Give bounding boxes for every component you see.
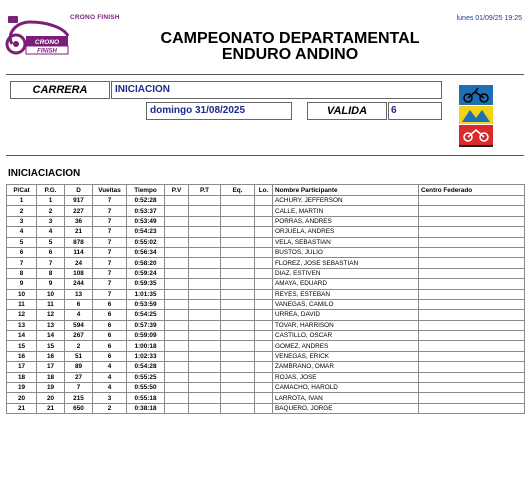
valida-value: 6 — [388, 102, 442, 120]
cell-vueltas: 7 — [93, 227, 127, 237]
cell-eq — [221, 310, 255, 320]
cell-eq — [221, 331, 255, 341]
cell-pg: 5 — [37, 237, 65, 247]
cell-pv — [165, 299, 189, 309]
cell-tiempo: 0:38:18 — [127, 403, 165, 413]
cell-vueltas: 4 — [93, 383, 127, 393]
page-title: CAMPEONATO DEPARTAMENTAL — [160, 30, 420, 47]
cell-pt — [189, 237, 221, 247]
cell-eq — [221, 320, 255, 330]
cell-tiempo: 0:53:37 — [127, 206, 165, 216]
cell-vueltas: 6 — [93, 351, 127, 361]
cell-tiempo: 0:55:18 — [127, 393, 165, 403]
cell-participante: GOMEZ, ANDRES — [273, 341, 419, 351]
cell-eq — [221, 403, 255, 413]
cell-pg: 8 — [37, 268, 65, 278]
cell-pcat: 7 — [7, 258, 37, 268]
cell-centro-federado — [419, 341, 525, 351]
cell-centro-federado — [419, 268, 525, 278]
cell-eq — [221, 216, 255, 226]
cell-lo — [255, 258, 273, 268]
table-row — [7, 331, 525, 341]
cell-pg: 9 — [37, 279, 65, 289]
cell-participante: URREA, DAVID — [273, 310, 419, 320]
category-title: INICIACIACION — [8, 168, 81, 179]
cell-pt — [189, 279, 221, 289]
cell-participante: ACHURY, JEFFERSON — [273, 196, 419, 206]
table-row — [7, 227, 525, 237]
cell-eq — [221, 341, 255, 351]
cell-pg: 19 — [37, 383, 65, 393]
cell-vueltas: 6 — [93, 299, 127, 309]
federation-emblem-icon — [458, 84, 494, 148]
cell-pv — [165, 341, 189, 351]
cell-centro-federado — [419, 351, 525, 361]
cell-pv — [165, 383, 189, 393]
cell-tiempo: 1:02:33 — [127, 351, 165, 361]
cell-dorsal: 13 — [65, 289, 93, 299]
cell-tiempo: 0:55:02 — [127, 237, 165, 247]
cell-centro-federado — [419, 206, 525, 216]
cell-pv — [165, 258, 189, 268]
cell-vueltas: 6 — [93, 320, 127, 330]
cell-eq — [221, 351, 255, 361]
cell-pcat: 5 — [7, 237, 37, 247]
cell-centro-federado — [419, 362, 525, 372]
cell-dorsal: 89 — [65, 362, 93, 372]
cell-centro-federado — [419, 289, 525, 299]
table-row — [7, 268, 525, 278]
cell-pcat: 9 — [7, 279, 37, 289]
cell-pt — [189, 372, 221, 382]
svg-text:CRONO: CRONO — [34, 39, 60, 46]
cell-pt — [189, 310, 221, 320]
cell-participante: LARROTA, IVAN — [273, 393, 419, 403]
cell-pt — [189, 196, 221, 206]
valida-label: VALIDA — [307, 102, 387, 120]
cell-pt — [189, 216, 221, 226]
col-header-pt: P.T — [189, 185, 221, 196]
cell-lo — [255, 403, 273, 413]
cell-eq — [221, 206, 255, 216]
cell-pv — [165, 372, 189, 382]
cell-lo — [255, 341, 273, 351]
cell-pt — [189, 258, 221, 268]
col-header-pcat: P/Cat — [7, 185, 37, 196]
cell-dorsal: 7 — [65, 383, 93, 393]
cell-vueltas: 7 — [93, 289, 127, 299]
table-row — [7, 237, 525, 247]
cell-lo — [255, 320, 273, 330]
cell-pg: 17 — [37, 362, 65, 372]
cell-centro-federado — [419, 393, 525, 403]
cell-pg: 20 — [37, 393, 65, 403]
cell-tiempo: 0:59:35 — [127, 279, 165, 289]
cell-lo — [255, 310, 273, 320]
cell-participante: TOVAR, HARRISON — [273, 320, 419, 330]
cell-vueltas: 4 — [93, 362, 127, 372]
cell-pcat: 3 — [7, 216, 37, 226]
cell-vueltas: 7 — [93, 247, 127, 257]
cell-participante: DIAZ, ESTIVEN — [273, 268, 419, 278]
cell-participante: BUSTOS, JULIO — [273, 247, 419, 257]
cell-eq — [221, 279, 255, 289]
cell-participante: CASTILLO, OSCAR — [273, 331, 419, 341]
cell-pg: 15 — [37, 341, 65, 351]
cell-dorsal: 4 — [65, 310, 93, 320]
cell-dorsal: 917 — [65, 196, 93, 206]
cell-dorsal: 108 — [65, 268, 93, 278]
cell-pg: 14 — [37, 331, 65, 341]
cell-pg: 6 — [37, 247, 65, 257]
cell-pcat: 11 — [7, 299, 37, 309]
cell-pcat: 19 — [7, 383, 37, 393]
cell-vueltas: 7 — [93, 206, 127, 216]
cell-vueltas: 3 — [93, 393, 127, 403]
results-header-row — [7, 185, 525, 196]
col-header-centro-federado: Centro Federado — [419, 185, 525, 196]
cell-pv — [165, 331, 189, 341]
cell-pv — [165, 247, 189, 257]
cell-pcat: 1 — [7, 196, 37, 206]
table-row — [7, 320, 525, 330]
cell-pv — [165, 268, 189, 278]
table-row — [7, 341, 525, 351]
cell-tiempo: 0:54:23 — [127, 227, 165, 237]
cell-tiempo: 0:59:24 — [127, 268, 165, 278]
cell-centro-federado — [419, 320, 525, 330]
cell-dorsal: 244 — [65, 279, 93, 289]
cell-tiempo: 0:59:09 — [127, 331, 165, 341]
table-row — [7, 247, 525, 257]
cell-participante: ROJAS, JOSE — [273, 372, 419, 382]
cell-pt — [189, 247, 221, 257]
col-header-lo: Lo. — [255, 185, 273, 196]
col-header-participante: Nombre Participante — [273, 185, 419, 196]
cell-pt — [189, 289, 221, 299]
divider-top — [6, 74, 524, 75]
carrera-label: CARRERA — [10, 81, 110, 99]
cell-pt — [189, 351, 221, 361]
cell-tiempo: 0:53:59 — [127, 299, 165, 309]
cell-dorsal: 27 — [65, 372, 93, 382]
cell-pcat: 6 — [7, 247, 37, 257]
cell-lo — [255, 331, 273, 341]
cell-pcat: 16 — [7, 351, 37, 361]
cell-pv — [165, 351, 189, 361]
cell-pg: 3 — [37, 216, 65, 226]
cell-participante: CALLE, MARTIN — [273, 206, 419, 216]
cell-vueltas: 6 — [93, 331, 127, 341]
cell-eq — [221, 372, 255, 382]
col-header-pv: P.V — [165, 185, 189, 196]
cell-pg: 10 — [37, 289, 65, 299]
cell-eq — [221, 289, 255, 299]
cell-centro-federado — [419, 372, 525, 382]
svg-text:FINISH: FINISH — [37, 48, 57, 55]
cell-dorsal: 650 — [65, 403, 93, 413]
cell-tiempo: 0:58:20 — [127, 258, 165, 268]
cell-pt — [189, 341, 221, 351]
cell-participante: AMAYA, EDUARD — [273, 279, 419, 289]
cell-vueltas: 7 — [93, 196, 127, 206]
print-datetime: lunes 01/09/25 19:25 — [456, 15, 522, 22]
cell-pcat: 10 — [7, 289, 37, 299]
cell-pg: 18 — [37, 372, 65, 382]
cell-tiempo: 0:57:39 — [127, 320, 165, 330]
cell-vueltas: 7 — [93, 237, 127, 247]
table-row — [7, 372, 525, 382]
cell-dorsal: 878 — [65, 237, 93, 247]
cell-pv — [165, 227, 189, 237]
cell-tiempo: 0:52:28 — [127, 196, 165, 206]
brand-name: CRONO FINISH — [70, 14, 120, 21]
page-subtitle: ENDURO ANDINO — [221, 46, 359, 63]
cell-participante: CAMACHO, HAROLD — [273, 383, 419, 393]
cell-lo — [255, 372, 273, 382]
cell-pcat: 4 — [7, 227, 37, 237]
cell-vueltas: 7 — [93, 258, 127, 268]
cell-participante: VENEGAS, ERICK — [273, 351, 419, 361]
cell-pv — [165, 362, 189, 372]
cell-pt — [189, 362, 221, 372]
cell-pg: 2 — [37, 206, 65, 216]
cell-lo — [255, 227, 273, 237]
cell-centro-federado — [419, 216, 525, 226]
cell-dorsal: 2 — [65, 341, 93, 351]
cell-pg: 7 — [37, 258, 65, 268]
table-row — [7, 403, 525, 413]
table-row — [7, 196, 525, 206]
cell-eq — [221, 393, 255, 403]
cell-pcat: 17 — [7, 362, 37, 372]
cell-dorsal: 6 — [65, 299, 93, 309]
cell-pg: 4 — [37, 227, 65, 237]
cell-pcat: 18 — [7, 372, 37, 382]
cell-pt — [189, 393, 221, 403]
cell-pcat: 12 — [7, 310, 37, 320]
cell-lo — [255, 216, 273, 226]
cell-pg: 1 — [37, 196, 65, 206]
cell-pt — [189, 331, 221, 341]
table-row — [7, 206, 525, 216]
cell-pt — [189, 268, 221, 278]
cell-eq — [221, 383, 255, 393]
cell-pcat: 20 — [7, 393, 37, 403]
cell-pg: 11 — [37, 299, 65, 309]
cell-pv — [165, 403, 189, 413]
cell-dorsal: 21 — [65, 227, 93, 237]
cell-participante: BAQUERO, JORGE — [273, 403, 419, 413]
cell-vueltas: 4 — [93, 372, 127, 382]
cell-pg: 16 — [37, 351, 65, 361]
results-table — [6, 184, 525, 414]
cell-pv — [165, 216, 189, 226]
table-row — [7, 383, 525, 393]
table-row — [7, 216, 525, 226]
cell-pv — [165, 320, 189, 330]
cell-pg: 13 — [37, 320, 65, 330]
cell-tiempo: 0:56:34 — [127, 247, 165, 257]
cell-pv — [165, 196, 189, 206]
race-date: domingo 31/08/2025 — [146, 102, 292, 120]
cell-participante: VELA, SEBASTIAN — [273, 237, 419, 247]
cell-dorsal: 215 — [65, 393, 93, 403]
cell-lo — [255, 237, 273, 247]
cell-pt — [189, 299, 221, 309]
cell-centro-federado — [419, 331, 525, 341]
cell-centro-federado — [419, 383, 525, 393]
cell-pt — [189, 403, 221, 413]
cell-eq — [221, 227, 255, 237]
cell-participante: ORJUELA, ANDRES — [273, 227, 419, 237]
cell-pv — [165, 237, 189, 247]
col-header-pg: P.G. — [37, 185, 65, 196]
table-row — [7, 258, 525, 268]
crono-finish-logo-icon — [4, 14, 70, 56]
cell-pv — [165, 206, 189, 216]
cell-dorsal: 36 — [65, 216, 93, 226]
cell-lo — [255, 268, 273, 278]
cell-pv — [165, 310, 189, 320]
cell-dorsal: 114 — [65, 247, 93, 257]
cell-participante: PORRAS, ANDRES — [273, 216, 419, 226]
table-row — [7, 351, 525, 361]
cell-eq — [221, 247, 255, 257]
cell-dorsal: 227 — [65, 206, 93, 216]
cell-participante: ZAMBRANO, OMAR — [273, 362, 419, 372]
table-row — [7, 362, 525, 372]
cell-tiempo: 0:53:49 — [127, 216, 165, 226]
table-row — [7, 279, 525, 289]
cell-centro-federado — [419, 196, 525, 206]
table-row — [7, 393, 525, 403]
cell-pcat: 2 — [7, 206, 37, 216]
cell-vueltas: 7 — [93, 279, 127, 289]
divider-bottom — [6, 155, 524, 156]
cell-centro-federado — [419, 227, 525, 237]
col-header-tiempo: Tiempo — [127, 185, 165, 196]
cell-centro-federado — [419, 237, 525, 247]
cell-centro-federado — [419, 258, 525, 268]
cell-pv — [165, 393, 189, 403]
cell-vueltas: 2 — [93, 403, 127, 413]
cell-pcat: 15 — [7, 341, 37, 351]
cell-eq — [221, 258, 255, 268]
cell-tiempo: 1:00:18 — [127, 341, 165, 351]
col-header-vueltas: Vueltas — [93, 185, 127, 196]
cell-vueltas: 6 — [93, 310, 127, 320]
cell-lo — [255, 196, 273, 206]
cell-tiempo: 0:54:25 — [127, 310, 165, 320]
cell-tiempo: 1:01:35 — [127, 289, 165, 299]
cell-lo — [255, 289, 273, 299]
cell-eq — [221, 237, 255, 247]
cell-pg: 12 — [37, 310, 65, 320]
cell-centro-federado — [419, 403, 525, 413]
cell-participante: FLOREZ, JOSE SEBASTIAN — [273, 258, 419, 268]
cell-pt — [189, 227, 221, 237]
cell-tiempo: 0:55:50 — [127, 383, 165, 393]
carrera-value: INICIACION — [111, 81, 442, 99]
col-header-eq: Eq. — [221, 185, 255, 196]
cell-lo — [255, 351, 273, 361]
cell-lo — [255, 279, 273, 289]
cell-pcat: 14 — [7, 331, 37, 341]
cell-pcat: 21 — [7, 403, 37, 413]
cell-pt — [189, 206, 221, 216]
cell-lo — [255, 362, 273, 372]
cell-pt — [189, 320, 221, 330]
cell-lo — [255, 393, 273, 403]
cell-lo — [255, 383, 273, 393]
cell-eq — [221, 196, 255, 206]
cell-lo — [255, 206, 273, 216]
cell-vueltas: 6 — [93, 341, 127, 351]
cell-dorsal: 267 — [65, 331, 93, 341]
cell-eq — [221, 299, 255, 309]
cell-dorsal: 24 — [65, 258, 93, 268]
cell-pv — [165, 279, 189, 289]
table-row — [7, 289, 525, 299]
cell-pg: 21 — [37, 403, 65, 413]
cell-dorsal: 594 — [65, 320, 93, 330]
cell-vueltas: 7 — [93, 216, 127, 226]
cell-tiempo: 0:55:25 — [127, 372, 165, 382]
cell-pt — [189, 383, 221, 393]
cell-centro-federado — [419, 247, 525, 257]
cell-eq — [221, 268, 255, 278]
cell-centro-federado — [419, 299, 525, 309]
cell-lo — [255, 247, 273, 257]
cell-pcat: 8 — [7, 268, 37, 278]
table-row — [7, 299, 525, 309]
cell-participante: REYES, ESTEBAN — [273, 289, 419, 299]
col-header-dorsal: D — [65, 185, 93, 196]
cell-centro-federado — [419, 279, 525, 289]
cell-pv — [165, 289, 189, 299]
cell-lo — [255, 299, 273, 309]
cell-tiempo: 0:54:28 — [127, 362, 165, 372]
cell-pcat: 13 — [7, 320, 37, 330]
cell-eq — [221, 362, 255, 372]
cell-dorsal: 51 — [65, 351, 93, 361]
cell-vueltas: 7 — [93, 268, 127, 278]
cell-participante: VANEGAS, CAMILO — [273, 299, 419, 309]
cell-centro-federado — [419, 310, 525, 320]
table-row — [7, 310, 525, 320]
